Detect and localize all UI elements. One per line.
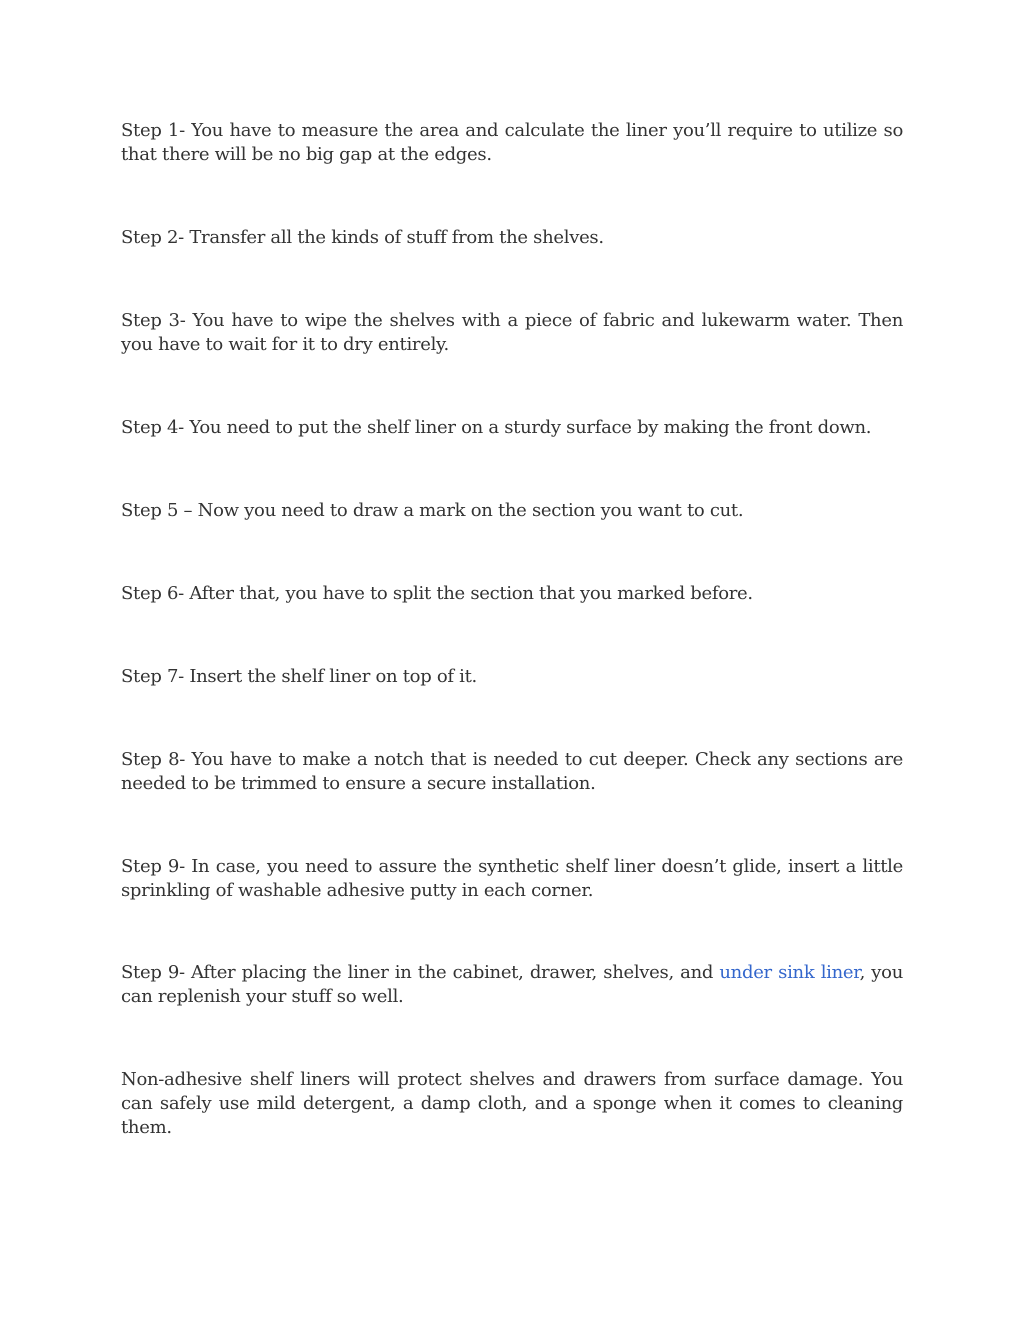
step-9-link-paragraph xyxy=(121,961,903,1009)
step-2-paragraph: Step 2- Transfer all the kinds of stuff from the shelves. xyxy=(121,227,604,248)
step-9-text-before: Step 9- After placing the liner in the cabinet, drawer, shelves, and xyxy=(121,962,720,983)
step-1-paragraph: Step 1- You have to measure the area and calculate the liner you’ll require to utilize so that there will be no big gap at the edges. xyxy=(121,120,903,165)
under-sink-liner-link[interactable]: under sink liner xyxy=(719,962,860,983)
closing-paragraph: Non-adhesive shelf liners will protect shelves and drawers from surface damage. You can safely use mild detergent, a damp cloth, and a sponge when it comes to cleaning them. xyxy=(121,1069,903,1138)
step-9-paragraph: Step 9- In case, you need to assure the synthetic shelf liner doesn’t glide, insert a little sprinkling of washable adhesive putty in each corner. xyxy=(121,856,903,901)
step-9-text-after: , you can replenish your stuff so well. xyxy=(121,962,903,1007)
step-4-paragraph: Step 4- You need to put the shelf liner on a sturdy surface by making the front down. xyxy=(121,417,872,438)
step-8-paragraph: Step 8- You have to make a notch that is needed to cut deeper. Check any sections are needed to be trimmed to ensure a secure installation. xyxy=(121,749,903,794)
step-5-paragraph: Step 5 – Now you need to draw a mark on the section you want to cut. xyxy=(121,500,744,521)
step-6-paragraph: Step 6- After that, you have to split the section that you marked before. xyxy=(121,583,753,604)
step-3-paragraph: Step 3- You have to wipe the shelves with a piece of fabric and lukewarm water. Then you have to wait for it to dry entirely. xyxy=(121,310,903,355)
step-7-paragraph: Step 7- Insert the shelf liner on top of it. xyxy=(121,666,477,687)
